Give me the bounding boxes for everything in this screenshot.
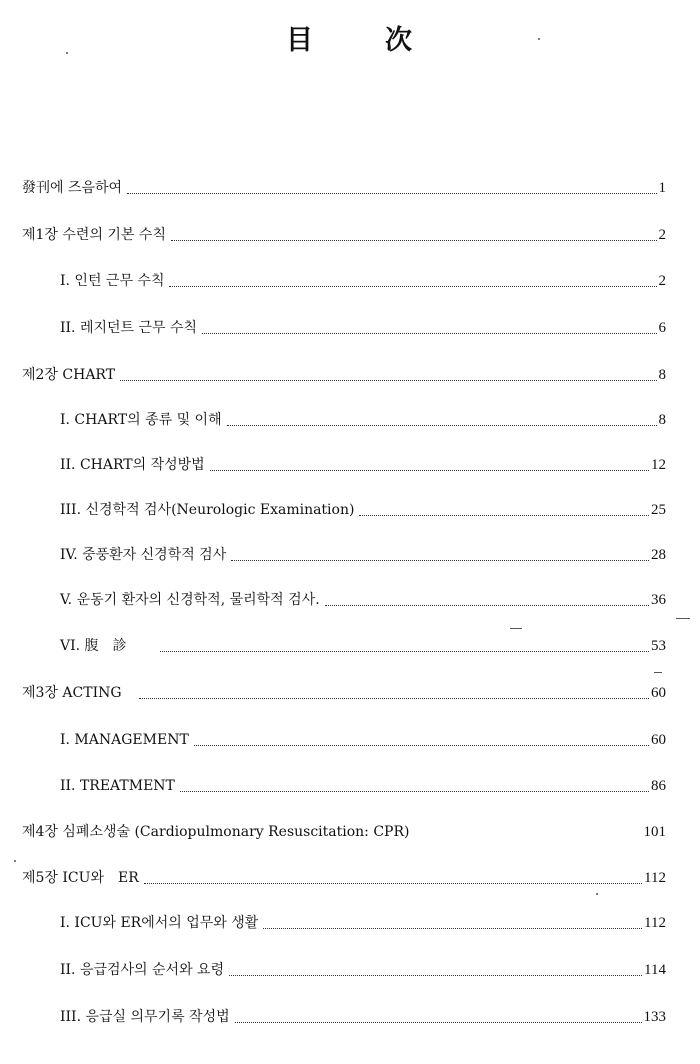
toc-entry-chapter-1 [22,225,666,245]
toc-entry-label: II. CHART의 작성방법 [60,457,205,473]
toc-entry-label: 發刊에 즈음하여 [22,180,123,196]
toc-page-number: 28 [651,547,666,563]
toc-page-number: 6 [658,320,666,336]
toc-page-number: 112 [644,870,666,886]
toc-entry-label: 제2장 CHART [22,367,116,383]
toc-entry-section-2-5 [60,590,666,610]
toc-entry-label: IV. 중풍환자 신경학적 검사 [60,547,227,563]
toc-entry-label: V. 운동기 환자의 신경학적, 물리학적 검사. [60,592,320,608]
toc-page-number: 1 [658,180,666,196]
toc-page-number: 133 [643,1009,666,1025]
title-char-left: 目 [286,25,315,56]
toc-entry-label: III. 응급실 의무기록 작성법 [60,1009,230,1025]
dot-leader [171,239,657,241]
dot-leader [235,1021,642,1023]
toc-page-number: 114 [644,962,666,978]
dot-leader [120,379,656,381]
dot-leader [229,974,642,976]
toc-entry-section-1-2 [60,318,666,338]
toc-page-number: 2 [658,273,666,289]
toc-page-number: 2 [658,227,666,243]
toc-page-number: 101 [643,824,666,840]
dot-leader [210,469,649,471]
toc-entry-section-2-2 [60,455,666,475]
dot-leader [231,559,649,561]
toc-entry-chapter-2 [22,365,666,385]
toc-entry-label: I. MANAGEMENT [60,732,189,748]
toc-page-number: 86 [651,778,666,794]
toc-entry-section-3-2 [60,776,666,796]
scan-speck [538,38,540,40]
scan-speck [654,672,662,673]
toc-entry-label: I. ICU와 ER에서의 업무와 생활 [60,915,259,931]
toc-entry-section-2-3 [60,500,666,520]
dot-leader [325,604,649,606]
toc-entry-label: VI. 腹 診 [60,638,127,654]
toc-page-number: 53 [651,638,666,654]
toc-entry-section-2-1 [60,410,666,430]
toc-entry-section-3-1 [60,730,666,750]
scan-speck [66,52,68,54]
dot-leader [227,424,657,426]
toc-entry-section-2-4 [60,545,666,565]
toc-entry-section-2-6 [60,636,666,656]
dot-leader [263,927,642,929]
toc-page-number: 25 [651,502,666,518]
scan-speck [596,893,598,895]
toc-page-number: 8 [658,412,666,428]
toc-entry-label: II. 응급검사의 순서와 요령 [60,962,225,978]
dot-leader [144,882,642,884]
dot-leader [202,332,656,334]
toc-entry-section-1-1 [60,271,666,291]
toc-entry-label: 제5장 ICU와 ER [22,870,139,886]
toc-entry-section-5-2 [60,960,666,980]
dot-leader [194,744,649,746]
dot-leader [180,790,649,792]
dot-leader [359,514,649,516]
scan-speck [510,628,522,629]
toc-entry-label: II. 레지던트 근무 수칙 [60,320,198,336]
toc-page-number: 112 [644,915,666,931]
toc-page-number: 8 [658,367,666,383]
toc-entry-section-5-1 [60,913,666,933]
scan-speck [676,618,690,619]
dot-leader [169,285,656,287]
toc-page-number: 60 [651,732,666,748]
toc-entry-label: II. TREATMENT [60,778,175,794]
toc-entry-chapter-5 [22,868,666,888]
toc-entry-label: 제1장 수련의 기본 수칙 [22,227,166,243]
toc-entry-label: I. CHART의 종류 및 이해 [60,412,222,428]
title-char-right: 次 [385,25,414,56]
toc-entry-label: 제3장 ACTING [22,685,122,701]
dot-leader [139,697,649,699]
dot-leader [127,192,656,194]
toc-entry-chapter-3 [22,683,666,703]
toc-entry-foreword [22,178,666,198]
toc-entry-label: I. 인턴 근무 수칙 [60,273,165,289]
toc-page-number: 12 [651,457,666,473]
toc-page-number: 36 [651,592,666,608]
toc-page-number: 60 [651,685,666,701]
toc-entry-label: III. 신경학적 검사(Neurologic Examination) [60,502,355,518]
dot-leader [160,650,649,652]
leader-gap [415,837,642,838]
scan-speck [14,860,16,862]
toc-entry-chapter-4 [22,822,666,842]
toc-entry-label: 제4장 심폐소생술 (Cardiopulmonary Resuscitation: CPR) [22,824,410,840]
toc-entry-section-5-3 [60,1007,666,1027]
